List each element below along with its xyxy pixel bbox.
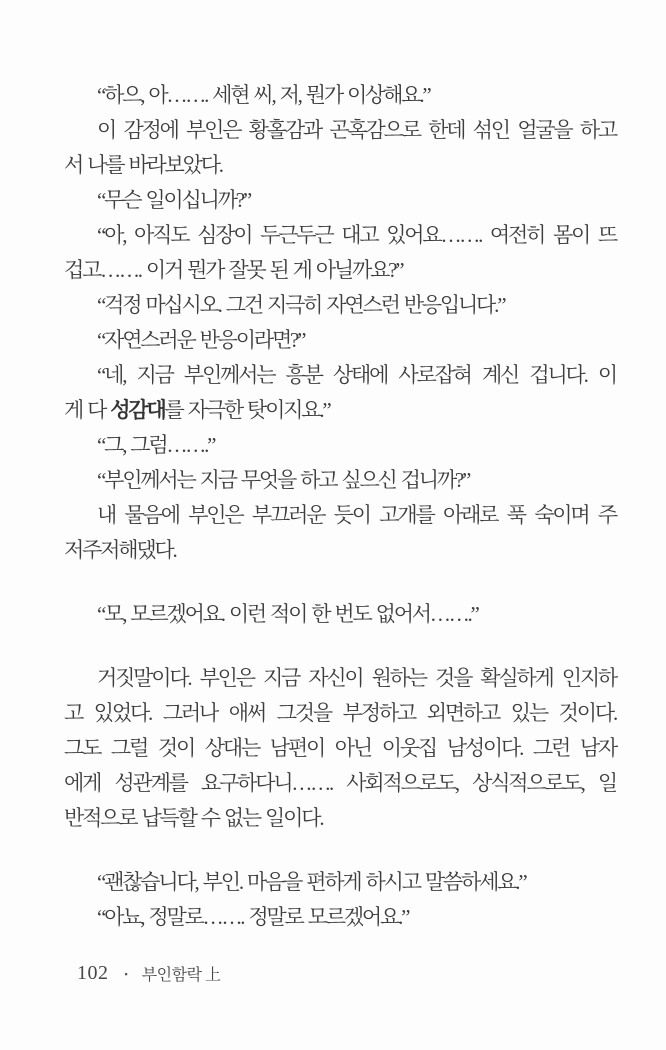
text-line — [64, 661, 616, 696]
text-line — [64, 393, 616, 428]
text-line — [64, 323, 616, 358]
text-segment: 에게 성관계를 요구하다니……. 사회적으로도, 상식적으로도, 일 — [64, 771, 616, 795]
text-line — [64, 288, 616, 323]
text-segment: 이 감정에 부인은 황홀감과 곤혹감으로 한데 섞인 얼굴을 하고 — [97, 118, 616, 142]
text-segment: 서 나를 바라보았다. — [64, 153, 222, 177]
text-line — [64, 253, 616, 288]
book-title: 부인함락 上 — [141, 967, 221, 984]
text-segment: “아뇨, 정말로……. 정말로 모르겠어요.” — [97, 905, 409, 929]
text-segment: 거짓말이다. 부인은 지금 자신이 원하는 것을 확실하게 인지하 — [97, 666, 616, 690]
text-segment: “그, 그럼…….” — [97, 433, 215, 457]
text-line — [64, 183, 616, 218]
text-segment: 를 자극한 탓이지요.” — [164, 398, 330, 422]
text-line — [64, 900, 616, 935]
text-segment: “괜찮습니다, 부인. 마음을 편하게 하시고 말씀하세요.” — [97, 870, 526, 894]
text-line — [64, 696, 616, 731]
text-line — [64, 358, 616, 393]
text-segment: “아, 아직도 심장이 두근두근 대고 있어요……. 여전히 몸이 뜨 — [97, 223, 616, 247]
text-segment: “자연스러운 반응이라면?” — [97, 328, 305, 352]
text-segment: 내 물음에 부인은 부끄러운 듯이 고개를 아래로 푹 숙이며 주 — [97, 503, 616, 527]
text-segment: “부인께서는 지금 무엇을 하고 싶으신 겁니까?” — [97, 468, 470, 492]
text-line — [64, 498, 616, 533]
text-segment: 그도 그럴 것이 상대는 남편이 아닌 이웃집 남성이다. 그런 남자 — [64, 736, 616, 760]
text-segment: “하으, 아……. 세현 씨, 저, 뭔가 이상해요.” — [97, 83, 430, 107]
text-line — [64, 428, 616, 463]
text-line — [64, 597, 616, 632]
text-segment: 반적으로 납득할 수 없는 일이다. — [64, 806, 323, 830]
text-segment: “네, 지금 부인께서는 흥분 상태에 사로잡혀 계신 겁니다. 이 — [97, 363, 616, 387]
text-line — [64, 463, 616, 498]
text-segment: 게 다 — [64, 398, 111, 422]
text-line — [64, 113, 616, 148]
separator-bullet-icon: ▪ — [124, 969, 128, 979]
text-segment: 고 있었다. 그러나 애써 그것을 부정하고 외면하고 있는 것이다. — [64, 701, 616, 725]
text-line — [64, 865, 616, 900]
text-line — [64, 766, 616, 801]
text-line — [64, 218, 616, 253]
text-line — [64, 78, 616, 113]
text-segment: 저주저해댔다. — [64, 538, 176, 562]
body-text — [64, 78, 616, 935]
text-segment: “걱정 마십시오. 그건 지극히 자연스런 반응입니다.” — [97, 293, 505, 317]
text-segment: 겁고……. 이거 뭔가 잘못 된 게 아닐까요?” — [64, 258, 403, 282]
text-line — [64, 801, 616, 836]
page-footer — [77, 961, 616, 985]
page-number: 102 — [77, 961, 109, 984]
text-line — [64, 533, 616, 568]
text-segment: “모, 모르겠어요. 이런 적이 한 번도 없어서…….” — [97, 602, 478, 626]
text-line — [64, 148, 616, 183]
text-line — [64, 731, 616, 766]
bold-text-segment: 성감대 — [110, 398, 165, 422]
text-segment: “무슨 일이십니까?” — [97, 188, 251, 212]
